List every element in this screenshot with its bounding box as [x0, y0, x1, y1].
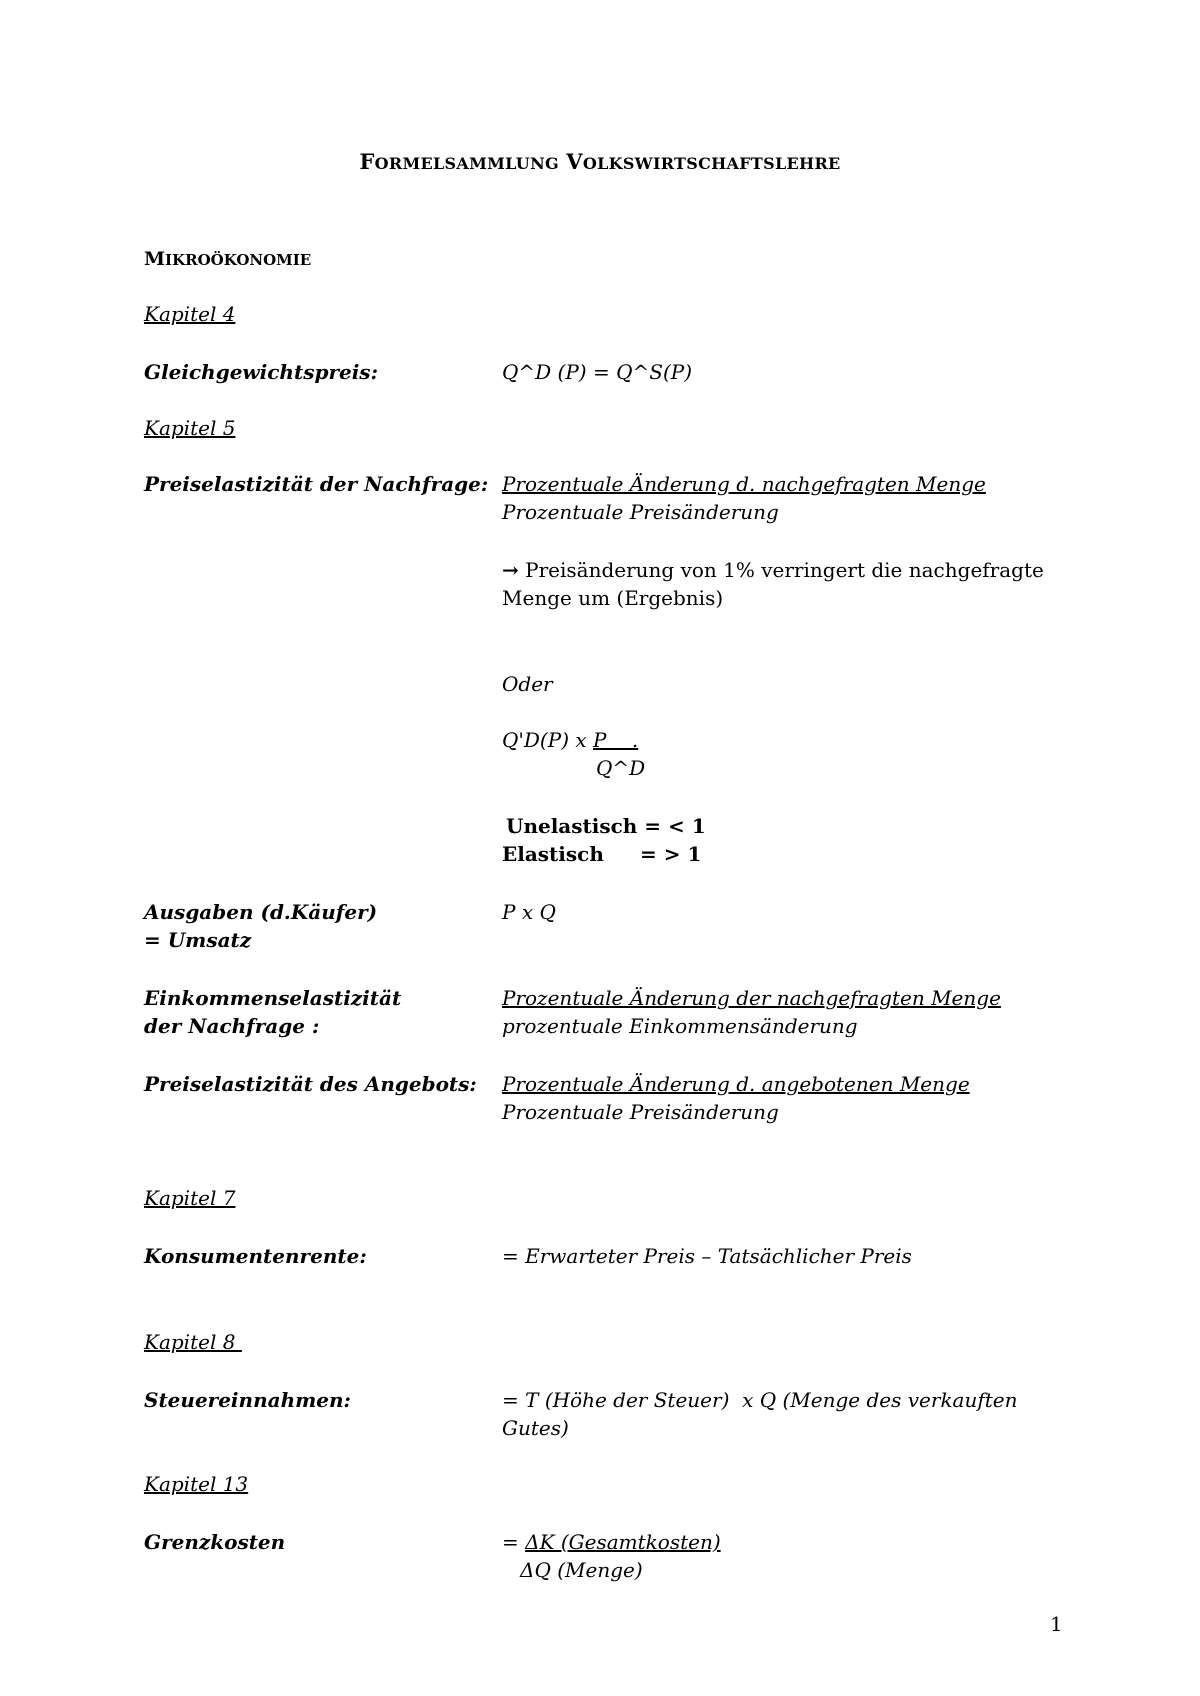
preiselastizitaet-nachfrage-label: Preiselastizität der Nachfrage:: [144, 472, 489, 496]
ausgaben-label-line-2: = Umsatz: [144, 928, 252, 952]
oder-label: Oder: [502, 672, 553, 696]
preiselastizitaet-numerator: Prozentuale Änderung d. nachgefragten Menge: [502, 472, 986, 496]
chapter-heading-8: Kapitel 8: [144, 1330, 242, 1354]
section-heading: [144, 244, 311, 274]
alt-formula-denominator: Q^D: [596, 756, 646, 780]
alt-formula-left: Q'D(P) x: [502, 728, 593, 752]
chapter-heading-5: Kapitel 5: [144, 416, 236, 440]
chapter-heading-13: Kapitel 13: [144, 1472, 249, 1496]
steuereinnahmen-formula-line-1: = T (Höhe der Steuer) x Q (Menge des verkauften: [502, 1388, 1018, 1412]
arrow-right-icon: →: [502, 558, 519, 582]
grenzkosten-prefix: =: [502, 1530, 526, 1554]
chapter-heading-4: Kapitel 4: [144, 302, 236, 326]
einkommenselastizitaet-label-line-1: Einkommenselastizität: [144, 986, 402, 1010]
title-initial-2: V: [566, 149, 583, 174]
gleichgewichtspreis-formula: Q^D (P) = Q^S(P): [502, 360, 692, 384]
title-rest-2: OLKSWIRTSCHAFTSLEHRE: [582, 154, 841, 173]
preiselastizitaet-angebot-denominator: Prozentuale Preisänderung: [502, 1100, 779, 1124]
title-rest-1: ORMELSAMMLUNG: [374, 154, 559, 173]
note-line-1: [502, 556, 1044, 584]
document-title: [0, 148, 1200, 178]
alt-formula-numerator: P .: [593, 728, 639, 752]
elastisch-word: Elastisch: [502, 842, 604, 866]
grenzkosten-denominator: ΔQ (Menge): [520, 1558, 643, 1582]
konsumentenrente-formula: = Erwarteter Preis – Tatsächlicher Preis: [502, 1244, 912, 1268]
title-initial-1: F: [359, 149, 375, 174]
chapter-heading-7: Kapitel 7: [144, 1186, 236, 1210]
einkommenselastizitaet-denominator: prozentuale Einkommensänderung: [502, 1014, 858, 1038]
page-number: 1: [1050, 1612, 1063, 1636]
note-line-2: Menge um (Ergebnis): [502, 586, 724, 610]
preiselastizitaet-denominator: Prozentuale Preisänderung: [502, 500, 779, 524]
grenzkosten-formula: [502, 1528, 721, 1556]
preiselastizitaet-angebot-label: Preiselastizität des Angebots:: [144, 1072, 477, 1096]
ausgaben-label-line-1: Ausgaben (d.Käufer): [144, 900, 378, 924]
einkommenselastizitaet-label-line-2: der Nachfrage :: [144, 1014, 320, 1038]
note-text-1: Preisänderung von 1% verringert die nachgefragte: [525, 558, 1044, 582]
gleichgewichtspreis-label: Gleichgewichtspreis:: [144, 360, 378, 384]
elastisch-relation: = > 1: [640, 842, 702, 866]
alt-formula-line: [502, 726, 638, 754]
einkommenselastizitaet-numerator: Prozentuale Änderung der nachgefragten Menge: [502, 986, 1001, 1010]
ausgaben-formula: P x Q: [502, 900, 556, 924]
section-rest: IKROÖKONOMIE: [165, 251, 312, 269]
steuereinnahmen-formula-line-2: Gutes): [502, 1416, 569, 1440]
steuereinnahmen-label: Steuereinnahmen:: [144, 1388, 351, 1412]
grenzkosten-label: Grenzkosten: [144, 1530, 286, 1554]
section-initial: M: [144, 248, 166, 270]
grenzkosten-numerator: ΔK (Gesamtkosten): [525, 1530, 721, 1554]
konsumentenrente-label: Konsumentenrente:: [144, 1244, 367, 1268]
preiselastizitaet-angebot-numerator: Prozentuale Änderung d. angebotenen Menge: [502, 1072, 970, 1096]
unelastisch-rule: Unelastisch = < 1: [506, 814, 706, 838]
